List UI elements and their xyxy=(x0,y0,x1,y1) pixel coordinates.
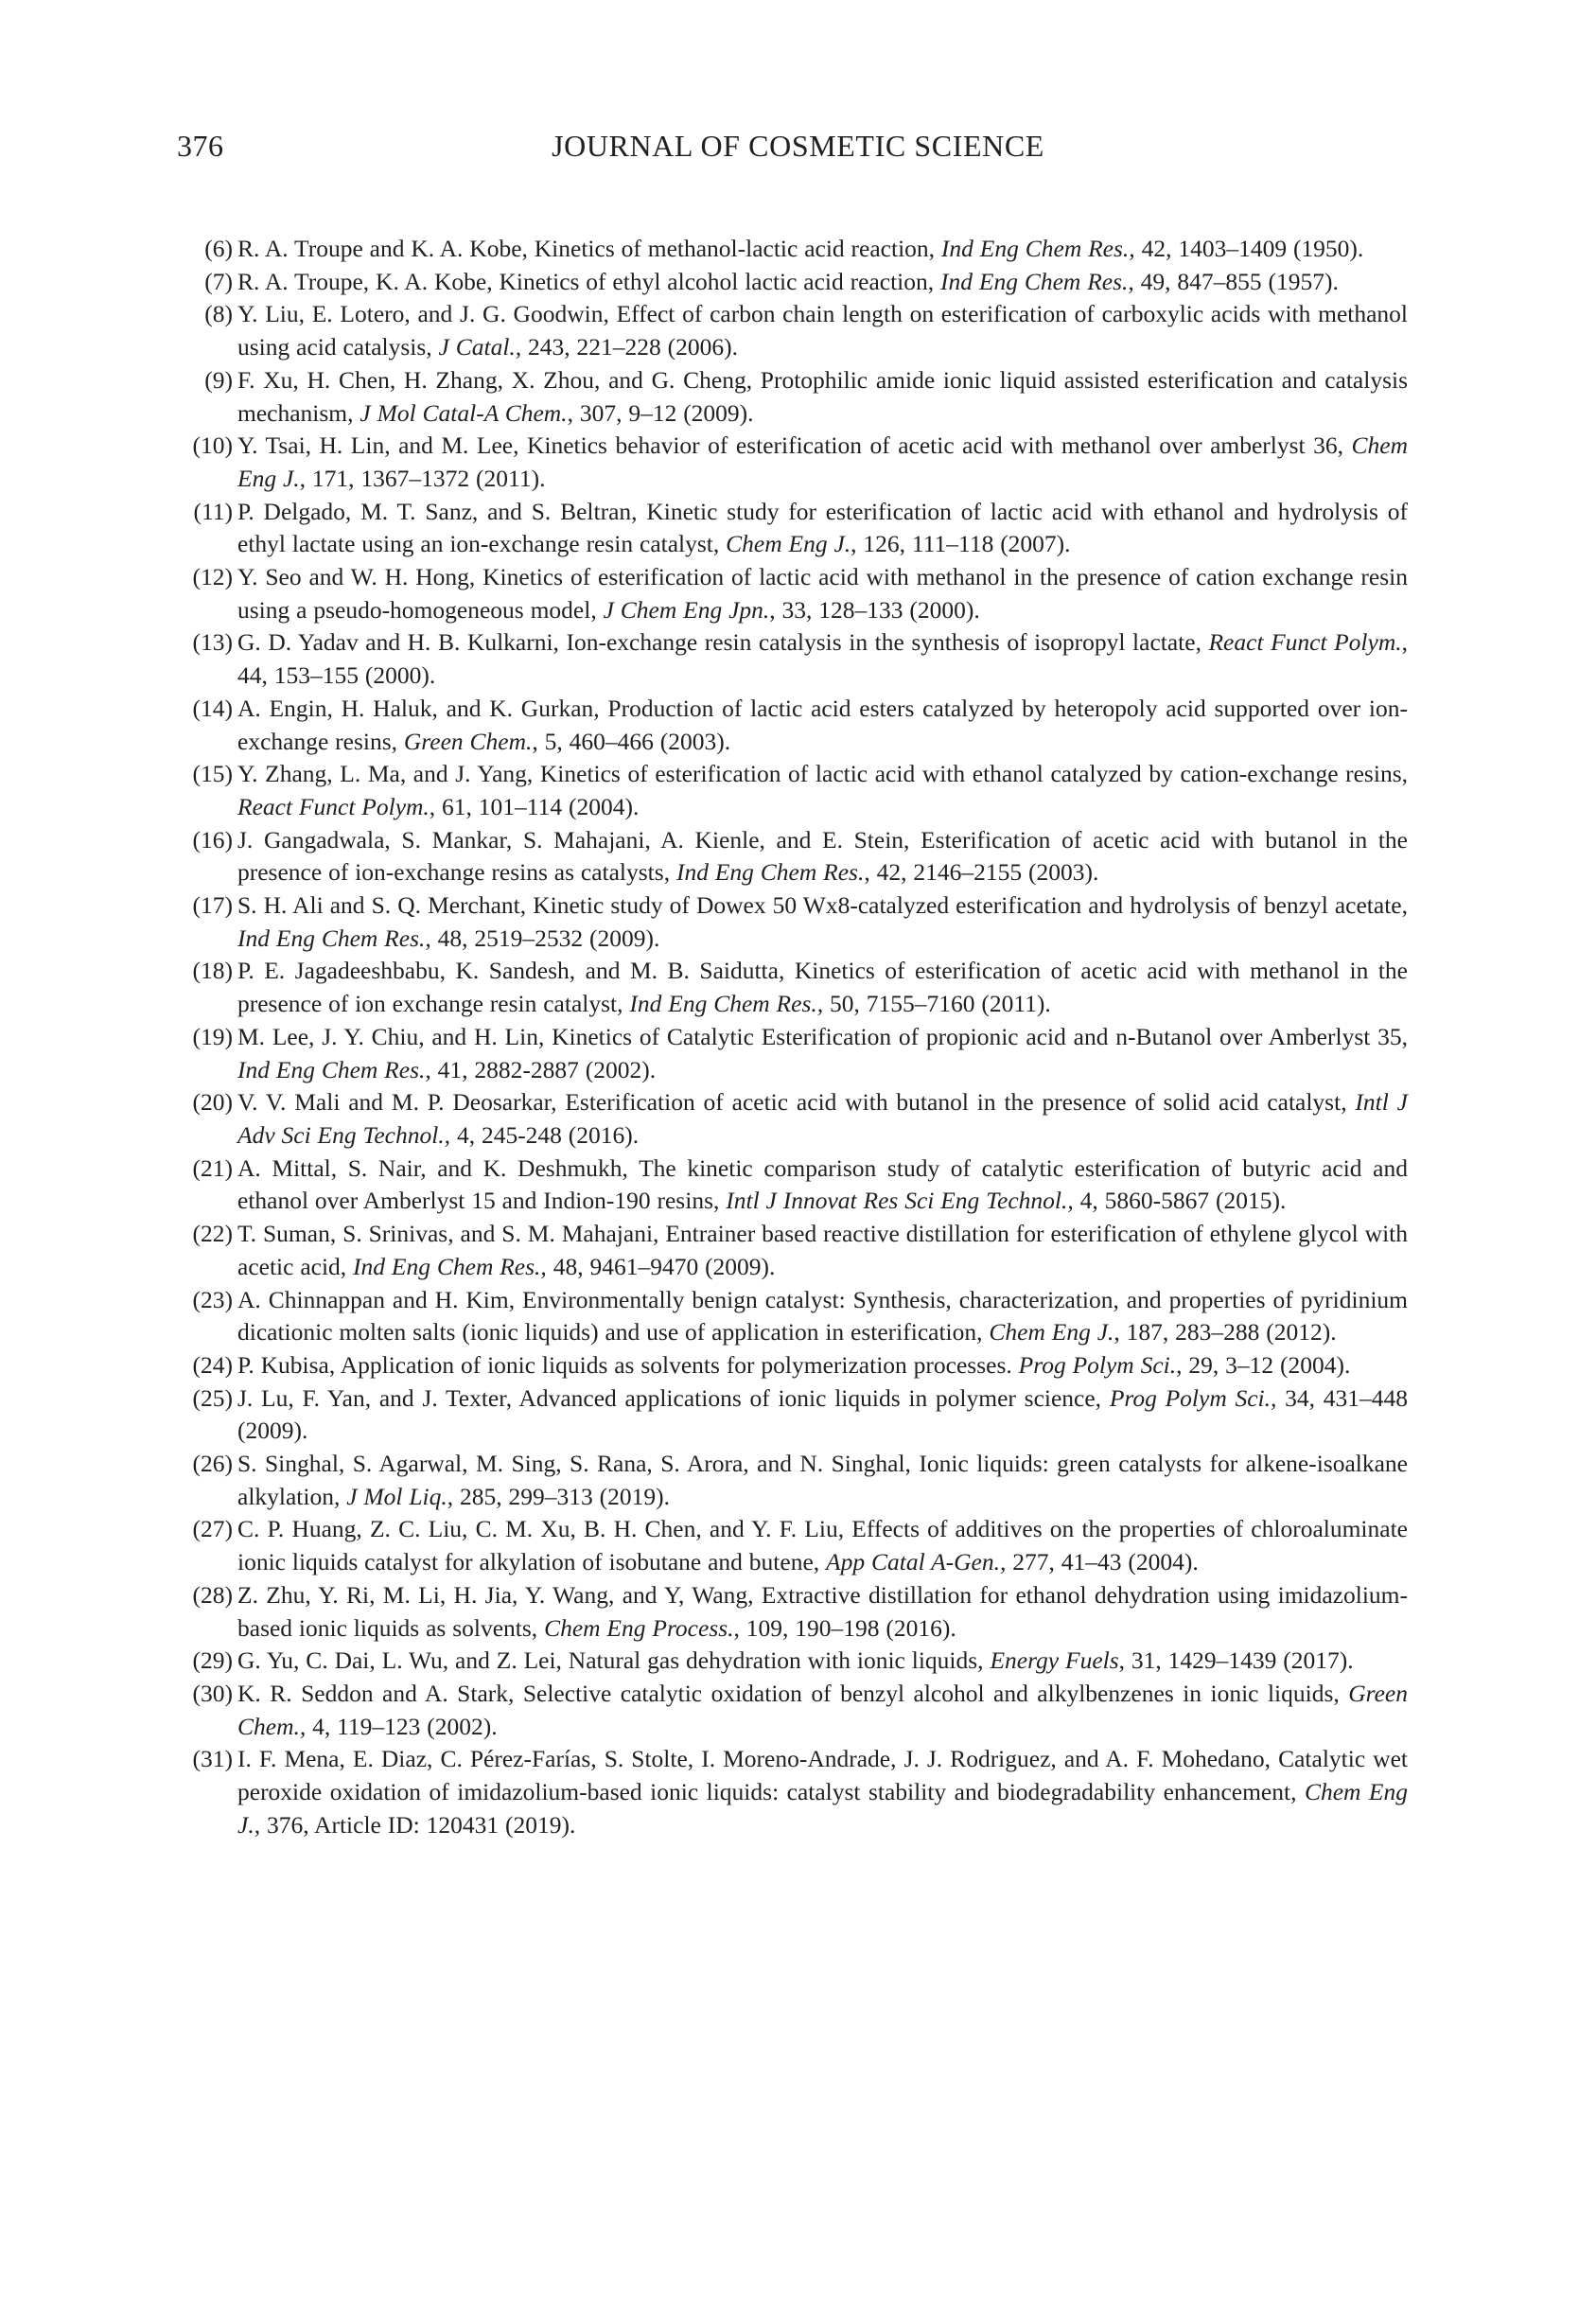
reference-item xyxy=(178,1218,1408,1283)
reference-journal: Ind Eng Chem Res., xyxy=(353,1252,547,1280)
reference-text: S. Singhal, S. Agarwal, M. Sing, S. Rana, S. Arora, and N. Singhal, Ionic liquids: green catalysts for alkene-isoalkane alkylation, xyxy=(237,1450,1408,1510)
reference-journal: Green Chem., xyxy=(237,1679,1408,1740)
reference-text: J. Lu, F. Yan, and J. Texter, Advanced applications of ionic liquids in polymer science, xyxy=(237,1383,1110,1412)
reference-citation-details: 49, 847–855 (1957). xyxy=(1133,267,1339,295)
reference-number: (28) xyxy=(192,1580,233,1609)
reference-journal: Prog Polym Sci. xyxy=(1018,1350,1177,1379)
reference-text: J. Gangadwala, S. Mankar, S. Mahajani, A. Kienle, and E. Stein, Esterification of acetic acid with butanol in the presence of ion-exchange resins as catalysts, xyxy=(237,825,1408,887)
reference-item xyxy=(178,364,1408,430)
reference-number: (23) xyxy=(192,1285,233,1313)
reference-text: G. D. Yadav and H. B. Kulkarni, Ion-exchange resin catalysis in the synthesis of isopropyl lactate, xyxy=(237,628,1209,657)
reference-number: (6) xyxy=(204,235,233,262)
reference-citation-details: 50, 7155–7160 (2011). xyxy=(823,990,1051,1018)
reference-number: (24) xyxy=(192,1350,233,1379)
reference-journal: Ind Eng Chem Res., xyxy=(940,267,1134,295)
reference-item xyxy=(178,496,1408,561)
reference-item xyxy=(178,693,1408,758)
reference-text: A. Engin, H. Haluk, and K. Gurkan, Production of lactic acid esters catalyzed by heteropoly acid supported over ion-exchange resins, xyxy=(237,694,1408,755)
reference-citation-details: 34, 431–448 (2009). xyxy=(237,1383,1409,1445)
reference-item xyxy=(178,824,1408,889)
reference-number: (15) xyxy=(192,760,233,788)
reference-number: (10) xyxy=(192,431,233,460)
reference-text: P. E. Jagadeeshbabu, K. Sandesh, and M. B. Saidutta, Kinetics of esterification of acetic acid with methanol in the presence of ion exchange resin catalyst, xyxy=(237,957,1408,1018)
reference-journal: Ind Eng Chem Res., xyxy=(237,924,431,952)
reference-text: A. Chinnappan and H. Kim, Environmentally benign catalyst: Synthesis, characterization, and properties of pyridinium dicationic molten salts (ionic liquids) and use of application in esterification, xyxy=(237,1285,1408,1347)
reference-journal: React Funct Polym. xyxy=(237,792,430,820)
reference-text: A. Mittal, S. Nair, and K. Deshmukh, The kinetic comparison study of catalytic esterification of butyric acid and ethanol over Amberlyst 15 and Indion-190 resins, xyxy=(237,1153,1408,1215)
reference-journal: Ind Eng Chem Res., xyxy=(629,990,824,1018)
reference-journal: Chem Eng J. xyxy=(989,1318,1114,1347)
reference-number: (17) xyxy=(192,891,233,920)
reference-item xyxy=(178,889,1408,955)
reference-number: (29) xyxy=(192,1646,233,1675)
reference-number: (30) xyxy=(192,1679,233,1707)
reference-number: (27) xyxy=(192,1515,233,1543)
reference-citation-details: , 31, 1429–1439 (2017). xyxy=(1118,1646,1354,1675)
reference-citation-details: , 109, 190–198 (2016). xyxy=(733,1613,956,1642)
reference-text: R. A. Troupe, K. A. Kobe, Kinetics of ethyl alcohol lactic acid reaction, xyxy=(237,267,941,295)
reference-number: (12) xyxy=(192,563,233,591)
reference-citation-details: 48, 9461–9470 (2009). xyxy=(546,1252,776,1280)
reference-text: M. Lee, J. Y. Chiu, and H. Lin, Kinetics of Catalytic Esterification of propionic acid and n-Butanol over Amberlyst 35, xyxy=(237,1022,1408,1050)
reference-text: V. V. Mali and M. P. Deosarkar, Esterification of acetic acid with butanol in the presence of solid acid catalyst, xyxy=(237,1088,1356,1117)
running-head: JOURNAL OF COSMETIC SCIENCE xyxy=(552,129,1044,163)
reference-citation-details: , 44, 153–155 (2000). xyxy=(237,628,1408,690)
reference-journal: Energy Fuels xyxy=(990,1646,1119,1675)
reference-citation-details: 4, 119–123 (2002). xyxy=(306,1712,498,1740)
reference-item xyxy=(178,266,1408,299)
reference-number: (25) xyxy=(192,1383,233,1412)
reference-journal: Intl J Innovat Res Sci Eng Technol., xyxy=(726,1187,1074,1215)
reference-text: Y. Zhang, L. Ma, and J. Yang, Kinetics of esterification of lactic acid with ethanol catalyzed by cation-exchange resins, xyxy=(237,760,1408,788)
reference-item xyxy=(178,1743,1408,1841)
reference-citation-details: 42, 1403–1409 (1950). xyxy=(1134,235,1364,262)
reference-item xyxy=(178,1678,1408,1743)
reference-journal: Chem Eng J., xyxy=(237,431,1408,492)
reference-number: (18) xyxy=(192,957,233,985)
reference-text: I. F. Mena, E. Diaz, C. Pérez-Farías, S. Stolte, I. Moreno-Andrade, J. J. Rodriguez, and A. F. Mohedano, Catalytic wet peroxide oxidation of imidazolium-based ionic liquids: catalyst stability and biodegradability enhancement, xyxy=(237,1745,1408,1806)
reference-item xyxy=(178,626,1408,692)
reference-citation-details: , 29, 3–12 (2004). xyxy=(1176,1350,1351,1379)
reference-citation-details: 4, 245-248 (2016). xyxy=(450,1120,640,1149)
reference-journal: Chem Eng J. xyxy=(237,1778,1408,1839)
reference-text: Y. Tsai, H. Lin, and M. Lee, Kinetics behavior of esterification of acetic acid with methanol over amberlyst 36, xyxy=(237,431,1352,460)
reference-item xyxy=(178,1579,1408,1645)
reference-citation-details: , 33, 128–133 (2000). xyxy=(769,595,980,624)
reference-citation-details: , 5, 460–466 (2003). xyxy=(532,727,731,755)
reference-citation-details: , 307, 9–12 (2009). xyxy=(567,398,754,427)
reference-journal: J Mol Liq. xyxy=(346,1482,447,1510)
reference-item xyxy=(178,430,1408,495)
reference-number: (19) xyxy=(192,1022,233,1050)
reference-number: (22) xyxy=(192,1220,233,1248)
reference-text: P. Delgado, M. T. Sanz, and S. Beltran, Kinetic study for esterification of lactic acid with ethanol and hydrolysis of ethyl lactate using an ion-exchange resin catalyst, xyxy=(237,497,1408,558)
reference-number: (8) xyxy=(204,300,233,328)
reference-citation-details: 4, 5860-5867 (2015). xyxy=(1073,1187,1287,1215)
reference-item xyxy=(178,1153,1408,1218)
reference-citation-details: , 61, 101–114 (2004). xyxy=(429,792,640,820)
reference-number: (14) xyxy=(192,694,233,722)
reference-journal: Green Chem. xyxy=(403,727,533,755)
reference-journal: Prog Polym Sci., xyxy=(1109,1383,1277,1412)
page-number: 376 xyxy=(177,129,224,163)
reference-item xyxy=(178,955,1408,1020)
reference-text: P. Kubisa, Application of ionic liquids as solvents for polymerization processes. xyxy=(237,1350,1019,1379)
reference-item xyxy=(178,1021,1408,1086)
reference-journal: Ind Eng Chem Res., xyxy=(237,1055,431,1083)
reference-journal: App Catal A-Gen., xyxy=(826,1548,1007,1576)
reference-text: T. Suman, S. Srinivas, and S. M. Mahajani, Entrainer based reactive distillation for esterification of ethylene glycol with acetic acid, xyxy=(237,1220,1408,1280)
reference-item xyxy=(178,1513,1408,1578)
reference-number: (13) xyxy=(192,628,233,657)
reference-citation-details: , 376, Article ID: 120431 (2019). xyxy=(254,1810,576,1839)
reference-citation-details: , 187, 283–288 (2012). xyxy=(1114,1318,1337,1347)
reference-item xyxy=(178,1382,1408,1448)
reference-text: Y. Seo and W. H. Hong, Kinetics of esterification of lactic acid with methanol in the presence of cation exchange resin using a pseudo-homogeneous model, xyxy=(237,563,1408,624)
reference-citation-details: 48, 2519–2532 (2009). xyxy=(430,924,660,952)
reference-number: (21) xyxy=(192,1153,233,1182)
reference-text: Y. Liu, E. Lotero, and J. G. Goodwin, Effect of carbon chain length on esterification of carboxylic acids with methanol using acid catalysis, xyxy=(237,300,1408,361)
reference-citation-details: 41, 2882-2887 (2002). xyxy=(430,1055,657,1083)
reference-item xyxy=(178,561,1408,626)
reference-number: (7) xyxy=(204,267,233,295)
reference-number: (31) xyxy=(192,1745,233,1773)
reference-number: (9) xyxy=(204,365,233,394)
reference-citation-details: , 126, 111–118 (2007). xyxy=(851,530,1071,558)
reference-number: (20) xyxy=(192,1088,233,1117)
reference-citation-details: 243, 221–228 (2006). xyxy=(521,333,739,361)
reference-item xyxy=(178,1086,1408,1152)
reference-journal: Chem Eng J. xyxy=(726,530,851,558)
reference-text: F. Xu, H. Chen, H. Zhang, X. Zhou, and G. Cheng, Protophilic amide ionic liquid assisted esterification and catalysis mechanism, xyxy=(237,365,1408,427)
reference-journal: J Catal., xyxy=(438,333,522,361)
reference-item xyxy=(178,1349,1408,1382)
reference-text: S. H. Ali and S. Q. Merchant, Kinetic study of Dowex 50 Wx8-catalyzed esterification and hydrolysis of benzyl acetate, xyxy=(237,891,1408,920)
reference-item xyxy=(178,233,1408,266)
reference-journal: J Mol Catal-A Chem. xyxy=(360,398,568,427)
page-header xyxy=(0,129,1596,170)
reference-item xyxy=(178,298,1408,363)
reference-journal: Chem Eng Process. xyxy=(544,1613,734,1642)
reference-text: R. A. Troupe and K. A. Kobe, Kinetics of methanol-lactic acid reaction, xyxy=(237,235,941,262)
reference-item xyxy=(178,758,1408,823)
reference-journal: Ind Eng Chem Res., xyxy=(940,235,1135,262)
reference-citation-details: , 285, 299–313 (2019). xyxy=(447,1482,671,1510)
reference-citation-details: 277, 41–43 (2004). xyxy=(1006,1548,1199,1576)
reference-item xyxy=(178,1284,1408,1349)
reference-journal: React Funct Polym. xyxy=(1208,628,1402,657)
reference-journal: Ind Eng Chem Res. xyxy=(675,858,865,887)
reference-journal: Intl J Adv Sci Eng Technol., xyxy=(237,1088,1408,1149)
reference-citation-details: 171, 1367–1372 (2011). xyxy=(306,464,546,492)
reference-item xyxy=(178,1645,1408,1678)
reference-list xyxy=(178,233,1408,1841)
reference-number: (16) xyxy=(192,825,233,854)
reference-number: (11) xyxy=(193,497,233,525)
reference-item xyxy=(178,1448,1408,1513)
reference-number: (26) xyxy=(192,1450,233,1478)
reference-text: Z. Zhu, Y. Ri, M. Li, H. Jia, Y. Wang, and Y, Wang, Extractive distillation for ethanol dehydration using imidazolium-based ionic liquids as solvents, xyxy=(237,1580,1408,1642)
reference-text: K. R. Seddon and A. Stark, Selective catalytic oxidation of benzyl alcohol and alkylbenzenes in ionic liquids, xyxy=(237,1679,1349,1707)
reference-journal: J Chem Eng Jpn. xyxy=(603,595,770,624)
reference-text: G. Yu, C. Dai, L. Wu, and Z. Lei, Natural gas dehydration with ionic liquids, xyxy=(237,1646,991,1675)
reference-citation-details: , 42, 2146–2155 (2003). xyxy=(864,858,1099,887)
reference-text: C. P. Huang, Z. C. Liu, C. M. Xu, B. H. Chen, and Y. F. Liu, Effects of additives on the properties of chloroaluminate ionic liquids catalyst for alkylation of isobutane and butene, xyxy=(237,1515,1408,1576)
